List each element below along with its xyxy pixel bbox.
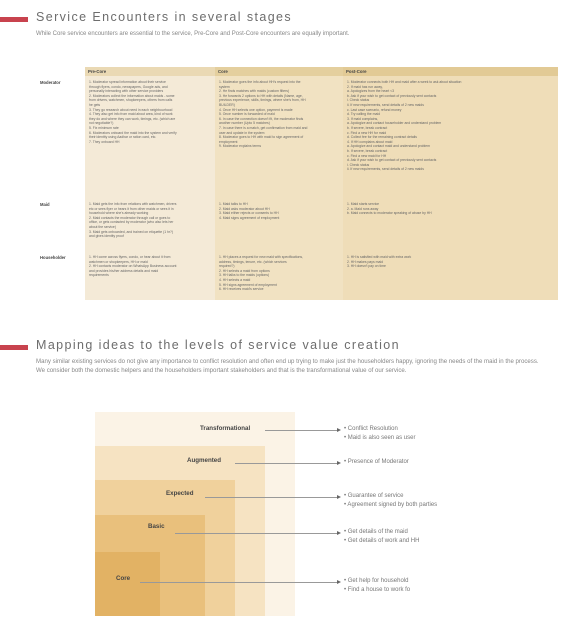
connector-line-augmented xyxy=(235,463,337,464)
cell-maid-core: 1. Maid talks to HH 2. Maid asks moderator about HH 3. Maid either rejects or consents to HH 4. Maid signs agreement of employment xyxy=(219,202,280,220)
note-core-2: • Find a house to work fo xyxy=(344,587,411,593)
cell-moderator-core: 1. Moderator goes the info about HH's request into the system 2. He finds matches with maids (custom filters) 3. He forwards 2 options to HH with details (Name, age, previous experience, skills, timings, where she's from, HH BUILDER) 4. Once HH selects one option, payment is made 5. Once number is forwarded of maid 6. In case the connection doesn't fit, the moderator finds another number (Upto 5 matches) 7. In case there is a match, get confirmation from maid and user and update in the system 8. Moderator goes to HH with maid to sign agreement of employment 9. Moderator explains terms xyxy=(219,80,308,149)
section1-title: Service Encounters in several stages xyxy=(36,10,293,24)
connector-line-basic xyxy=(175,533,337,534)
row-label-maid: Maid xyxy=(40,202,50,207)
note-expected-1: • Guarantee of service xyxy=(344,493,404,499)
note-basic-2: • Get details of work and HH xyxy=(344,538,420,544)
cell-householder-precore: 1. HH come across flyers, condo, or hear about it from watchmen or shopkeepers, HH or maid 2. HH contacts moderator on WhatsApp Business account and provides his/her address details and maid requirements xyxy=(89,255,177,278)
cell-maid-postcore: 1. Maid starts service 2. a. Maid runs away b. Maid connects to moderator speaking of abuse by HH xyxy=(347,202,432,216)
row-label-householder: Householder xyxy=(40,255,66,260)
note-expected-2: • Agreement signed by both parties xyxy=(344,502,438,508)
section2-accent-bar xyxy=(0,345,28,350)
section2-title: Mapping ideas to the levels of service value creation xyxy=(36,338,400,352)
column-header-postcore: Post-Core xyxy=(343,67,558,76)
note-core-1: • Get help for household xyxy=(344,578,409,584)
arrow-expected xyxy=(337,495,341,499)
level-label-expected: Expected xyxy=(166,490,194,497)
cell-moderator-precore: 1. Moderator spread information about their service through flyers, condo, newspapers, Google ads, and personally interacting with other service providers 2. Moderators collect the information about maids - some from drivers, watchmen, shopkeepers, others from calls he gets 3. They go research about need in each neighbourhood 4. They also get info from maid about area, kind of work they do and where they can work, timings, etc. (which are not negotiable?) 5. Fix minimum rate 6. Moderators onboard the maid into the system and verify their identity using Aadhar or ration card, etc. 7. They onboard HH xyxy=(89,80,177,144)
arrow-transformational xyxy=(337,428,341,432)
cell-maid-precore: 1. Maid gets the info from relations with watchmen, drivers etc or sees flyer or hears it from other maids or sees it in household where she's already working 2. Maid contacts the moderator through call or goes to office, or gets contacted by moderator (who also lets her about the service) 3. Maid gets onboarded, and trained on etiquette (1 hr?) and gives identity proof xyxy=(89,202,177,239)
level-label-basic: Basic xyxy=(148,523,165,530)
arrow-augmented xyxy=(337,461,341,465)
level-core-box xyxy=(95,552,160,616)
connector-line-core xyxy=(140,582,337,583)
cell-householder-core: 1. HH places a request for new maid with specifications, address, timings, tenure, etc. (which services required?) 2. HH selects a maid from options 3. HH talks to the maids (options) 4. HH selects a maid 5. HH signs agreement of employment 6. HH receives maid's service xyxy=(219,255,304,292)
section1-accent-bar xyxy=(0,17,28,22)
column-header-precore: Pre-Core xyxy=(85,67,215,76)
arrow-core xyxy=(337,580,341,584)
row-label-moderator: Moderator xyxy=(40,80,61,85)
column-header-core: Core xyxy=(215,67,343,76)
section1-subtitle: While Core service encounters are essential to the service, Pre-Core and Post-Core encounters are equally important. xyxy=(36,31,350,37)
arrow-basic xyxy=(337,531,341,535)
connector-line-expected xyxy=(205,497,337,498)
note-basic-1: • Get details of the maid xyxy=(344,529,408,535)
cell-moderator-postcore: 1. Moderator connects both HH and maid after a week to ask about situation 2. If maid has run away, a. Apologizes from the heart <3 b. Ask if your wish to get contact of previously sent contacts i. Check status ii. If new requirements, send details of 2 new maids c. Last case scenario, refund money d. Try calling the maid 3. If maid complains, a. Apologize and contact householder and understand problem b. If severe, break contract c. Find a new HH for maid d. Collect fee for the remaining contract details 4. If HH complains about maid a. Apologize and contact maid and understand problem b. If severe, break contract c. Find a new maid for HH d. Ask if your wish to get contact of previously sent contacts i. Check status ii. If new requirements, send details of 2 new maids xyxy=(347,80,462,172)
note-augmented-1: • Presence of Moderator xyxy=(344,459,409,465)
note-transformational-2: • Maid is also seen as user xyxy=(344,435,416,441)
cell-householder-postcore: 1. HH is satisfied with maid with extra work 2. HH makes pays maid 3. HH doesn't pay on time xyxy=(347,255,412,269)
service-encounters-table xyxy=(35,67,558,300)
connector-line-transformational xyxy=(265,430,337,431)
note-transformational-1: • Conflict Resolution xyxy=(344,426,398,432)
level-label-augmented: Augmented xyxy=(187,457,222,464)
section2-subtitle: Many similar existing services do not give any importance to conflict resolution and often end up trying to make just the householders happy, ignoring the needs of the maid in the process. We consider both the domestic helpers and the householders important stakeholders and that is the transformational value of our service. xyxy=(36,358,539,374)
level-label-core: Core xyxy=(116,575,131,582)
level-label-transformational: Transformational xyxy=(200,425,251,432)
